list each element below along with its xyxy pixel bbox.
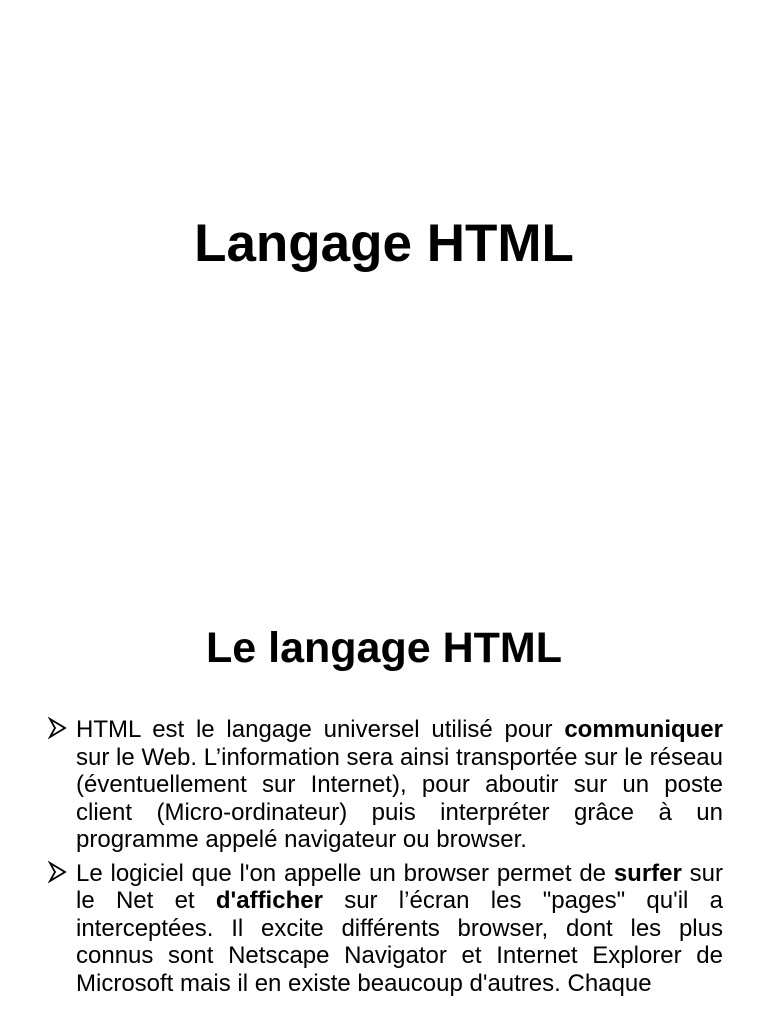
bullet-text: HTML est le langage universel utilisé pour [76, 716, 565, 743]
bullet-bold-text: d'afficher [215, 887, 323, 914]
bullet-text: sur l’écran les "pages" qu'il a interceptées. Il excite différents browser, dont les plus connus sont Netscape Navigator et Internet Explorer de Microsoft mais il en existe beaucoup d'autres. Chaque [76, 887, 723, 997]
bullet-list [48, 716, 723, 1003]
arrow-bullet-icon [48, 716, 68, 743]
bullet-bold-text: communiquer [564, 716, 723, 743]
bullet-text: Le logiciel que l'on appelle un browser permet de [76, 859, 614, 887]
bullet-bold-text: surfer [613, 859, 682, 887]
bullet-item [48, 860, 723, 998]
arrow-bullet-icon [48, 860, 68, 887]
section-title: Le langage HTML [206, 624, 562, 672]
slide-title: Langage HTML [194, 214, 574, 273]
bullet-text: sur le Web. L’information sera ainsi transportée sur le réseau (éventuellement sur Internet), pour aboutir sur un poste client (Micro-ordinateur) puis interpréter grâce à un programme appelé navigateur ou browser. [76, 743, 723, 853]
bullet-item [48, 716, 723, 854]
bullet-text: sur le Net et [76, 859, 724, 914]
